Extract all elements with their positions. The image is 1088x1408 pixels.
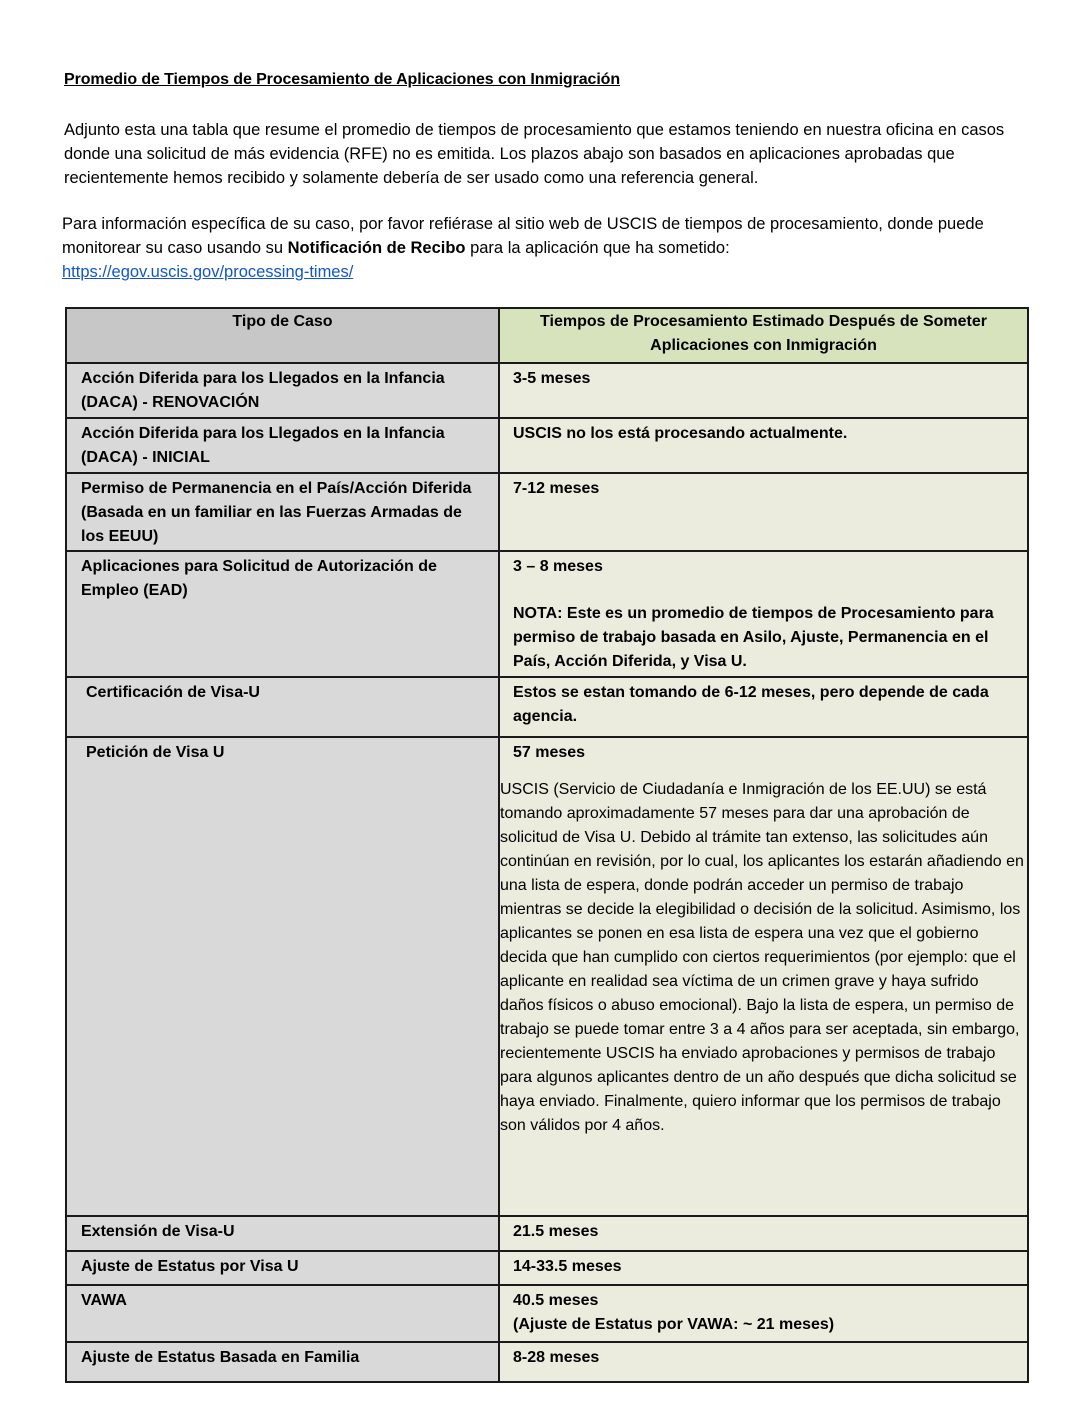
info-text-end: para la aplicación que ha sometido: <box>465 239 730 257</box>
table-row <box>66 737 1028 1216</box>
header-case-type: Tipo de Caso <box>66 308 499 363</box>
processing-time-value: 57 meses <box>513 744 586 761</box>
table-row <box>66 1342 1028 1382</box>
table-row <box>66 1285 1028 1342</box>
case-type-cell: Acción Diferida para los Llegados en la Infancia (DACA) - RENOVACIÓN <box>66 363 499 418</box>
processing-time-cell: 21.5 meses <box>499 1216 1028 1251</box>
table-row <box>66 551 1028 677</box>
table-row <box>66 677 1028 737</box>
info-text: Para información específica de su caso, por favor refiérase al sitio web de USCIS de tiempos de procesamiento, donde puede monitorear su caso usando su <box>62 215 984 257</box>
case-type-cell: Certificación de Visa-U <box>66 677 499 737</box>
processing-time-cell: 14-33.5 meses <box>499 1251 1028 1285</box>
info-paragraph <box>62 212 1022 284</box>
case-type-cell: Acción Diferida para los Llegados en la Infancia (DACA) - INICIAL <box>66 418 499 473</box>
processing-time-cell: 3-5 meses <box>499 363 1028 418</box>
header-processing-time: Tiempos de Procesamiento Estimado Después de Someter Aplicaciones con Inmigración <box>499 308 1028 363</box>
processing-time-cell <box>499 551 1028 677</box>
case-type-cell: VAWA <box>66 1285 499 1342</box>
vawa-adjustment-note: (Ajuste de Estatus por VAWA: ~ 21 meses) <box>513 1316 835 1333</box>
document-title: Promedio de Tiempos de Procesamiento de Aplicaciones con Inmigración <box>64 71 621 88</box>
processing-time-cell: Estos se estan tomando de 6-12 meses, pero depende de cada agencia. <box>499 677 1028 737</box>
table-row <box>66 473 1028 551</box>
table-row <box>66 363 1028 418</box>
case-type-cell: Permiso de Permanencia en el País/Acción Diferida (Basada en un familiar en las Fuerzas Armadas de los EEUU) <box>66 473 499 551</box>
receipt-notice-text: Notificación de Recibo <box>287 239 466 257</box>
processing-time-value: 40.5 meses <box>513 1292 599 1309</box>
case-type-cell: Petición de Visa U <box>66 737 499 1216</box>
u-visa-detail: USCIS (Servicio de Ciudadanía e Inmigración de los EE.UU) se está tomando aproximadamente 57 meses para dar una aprobación de solicitud de Visa U. Debido al trámite tan extenso, las solicitudes aún continúan en revisión, por lo cual, los aplicantes los estarán añadiendo en una lista de espera, donde podrán acceder un permiso de trabajo mientras se decide la elegibilidad o decisión de la solicitud. Asimismo, los aplicantes se ponen en esa lista de espera una vez que el gobierno decida que han cumplido con ciertos requerimientos (por ejemplo: que el aplicante en realidad sea víctima de un crimen grave y haya sufrido daños físicos o abuso emocional). Bajo la lista de espera, un permiso de trabajo se puede tomar entre 3 a 4 años para ser aceptada, sin embargo, recientemente USCIS ha enviado aprobaciones y permisos de trabajo para algunos aplicantes dentro de un año después que dicha solicitud se haya enviado. Finalmente, quiero informar que los permisos de trabajo son válidos por 4 años. <box>500 781 1024 1134</box>
case-type-cell: Ajuste de Estatus Basada en Familia <box>66 1342 499 1382</box>
case-type-cell: Extensión de Visa-U <box>66 1216 499 1251</box>
case-type-cell: Ajuste de Estatus por Visa U <box>66 1251 499 1285</box>
table-row <box>66 418 1028 473</box>
table-row <box>66 1216 1028 1251</box>
table-header-row <box>66 308 1028 363</box>
processing-time-cell: USCIS no los está procesando actualmente. <box>499 418 1028 473</box>
processing-time-cell <box>499 1285 1028 1342</box>
case-type-cell: Aplicaciones para Solicitud de Autorización de Empleo (EAD) <box>66 551 499 677</box>
processing-time-cell: 8-28 meses <box>499 1342 1028 1382</box>
processing-time-cell <box>499 737 1028 1216</box>
processing-time-value: 3 – 8 meses <box>513 558 603 575</box>
processing-time-cell: 7-12 meses <box>499 473 1028 551</box>
intro-paragraph: Adjunto esta una tabla que resume el promedio de tiempos de procesamiento que estamos teniendo en nuestra oficina en casos donde una solicitud de más evidencia (RFE) no es emitida. Los plazos abajo son basados en aplicaciones aprobadas que recientemente hemos recibido y solamente debería de ser usado como una referencia general. <box>64 121 1005 187</box>
ead-note: NOTA: Este es un promedio de tiempos de Procesamiento para permiso de trabajo basada en Asilo, Ajuste, Permanencia en el País, Acción Diferida, y Visa U. <box>513 605 994 670</box>
table-row <box>66 1251 1028 1285</box>
processing-times-link[interactable]: https://egov.uscis.gov/processing-times/ <box>62 263 354 281</box>
processing-times-table <box>65 307 1029 1383</box>
